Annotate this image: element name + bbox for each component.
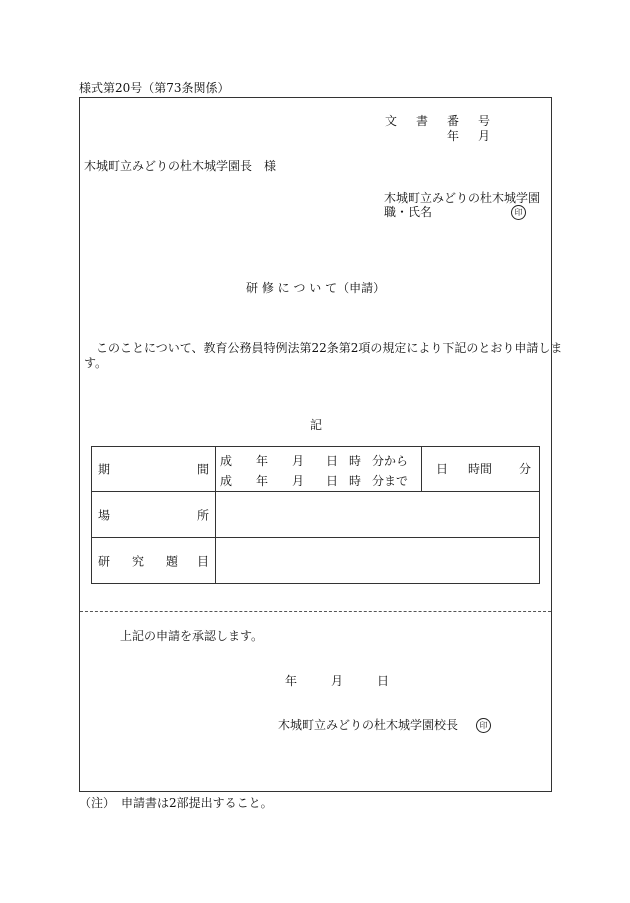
doc-year: 年 <box>447 129 460 143</box>
to-era: 成 <box>220 474 233 488</box>
doc-month: 月 <box>478 129 491 143</box>
topic-value[interactable] <box>216 538 540 584</box>
doc-number-char: 書 <box>416 114 429 128</box>
cut-line <box>80 611 551 612</box>
footnote: （注） 申請書は2部提出すること。 <box>79 796 273 810</box>
applicant-seal-icon: 印 <box>511 205 526 220</box>
topic-label-char: 研 <box>98 554 111 568</box>
from-month: 月 <box>292 454 305 468</box>
period-label <box>92 447 216 492</box>
principal-seal-icon: 印 <box>476 718 491 733</box>
period-label-right: 間 <box>196 462 209 477</box>
period-row <box>92 447 540 492</box>
place-label <box>92 492 216 538</box>
doc-number-char: 番 <box>447 114 460 128</box>
approval-month: 月 <box>331 674 344 688</box>
document-title: 研 修 に つ い て（申請） <box>246 281 386 295</box>
from-minute: 分から <box>372 454 409 468</box>
topic-label-char: 究 <box>132 554 145 568</box>
topic-row <box>92 538 540 584</box>
doc-number-char: 文 <box>385 114 398 128</box>
applicant-title-name: 職・氏名 <box>384 205 433 219</box>
from-hour: 時 <box>349 454 362 468</box>
place-label-left: 場 <box>98 508 111 522</box>
duration-days: 日 <box>436 462 449 476</box>
to-minute: 分まで <box>372 474 409 488</box>
addressee: 木城町立みどりの杜木城学園長 様 <box>84 159 277 173</box>
from-day: 日 <box>326 454 339 468</box>
doc-number-char: 号 <box>478 114 491 128</box>
body-text-line-1: このことについて、教育公務員特例法第22条第2項の規定により下記のとおり申請しま <box>84 341 563 355</box>
period-duration[interactable] <box>422 447 540 492</box>
duration-hours: 時間 <box>468 462 493 476</box>
period-label-left: 期 <box>98 462 111 477</box>
place-label-right: 所 <box>196 508 209 522</box>
ki-heading: 記 <box>310 418 323 432</box>
duration-minutes: 分 <box>519 462 532 476</box>
approval-text: 上記の申請を承認します。 <box>120 629 264 643</box>
period-value[interactable] <box>216 447 422 492</box>
application-table <box>91 446 540 584</box>
to-month: 月 <box>292 474 305 488</box>
approval-day: 日 <box>377 674 390 688</box>
to-day: 日 <box>326 474 339 488</box>
place-value[interactable] <box>216 492 540 538</box>
form-header: 様式第20号（第73条関係） <box>79 81 230 95</box>
to-year: 年 <box>256 474 269 488</box>
principal-name: 木城町立みどりの杜木城学園校長 <box>278 718 459 732</box>
topic-label <box>92 538 216 584</box>
from-year: 年 <box>256 454 269 468</box>
from-era: 成 <box>220 454 233 468</box>
approval-year: 年 <box>285 674 298 688</box>
topic-label-char: 目 <box>196 554 209 568</box>
topic-label-char: 題 <box>166 554 179 568</box>
place-row <box>92 492 540 538</box>
applicant-school: 木城町立みどりの杜木城学園 <box>384 191 541 205</box>
body-text-line-2: す。 <box>84 356 108 370</box>
to-hour: 時 <box>349 474 362 488</box>
